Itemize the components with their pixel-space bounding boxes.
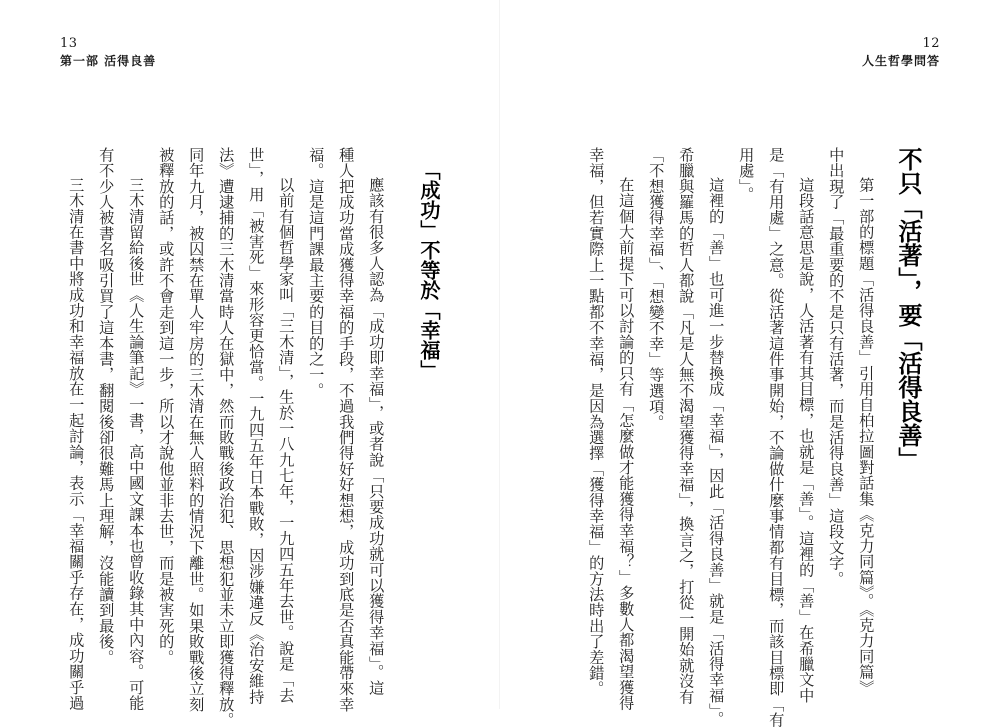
body-line: 在這個大前提下可以討論的只有「怎麼做才能獲得幸福？」多數人都渴望獲得: [617, 177, 636, 711]
right-running-head: 人生哲學問答: [861, 54, 940, 68]
body-line: 是「有用處」之意。從活著這件事開始，不論做什麼事情都有目標，而該目標即「有: [767, 147, 786, 728]
body-line: 三木清留給後世《人生論筆記》一書，高中國文課本也曾收錄其中內容。可能: [127, 177, 146, 711]
body-line: 中出現了「最重要的不是只有活著，而是活得良善」這段文字。: [827, 147, 846, 587]
right-page-number: 12: [922, 36, 940, 51]
section-heading: 「成功」不等於「幸福」: [417, 160, 441, 380]
body-line: 希臘與羅馬的哲人都說「凡是人無不渴望獲得幸福」，換言之，打從一開始就沒有: [677, 147, 696, 705]
body-line: 「不想獲得幸福」、「想變不幸」等選項。: [647, 147, 666, 431]
body-line: 三木清在書中將成功和幸福放在一起討論，表示「幸福關乎存在，成功關乎過: [67, 177, 86, 711]
body-line: 應該有很多人認為「成功即幸福」，或者說「只要成功就可以獲得幸福」。這: [367, 177, 386, 696]
left-page-number: 13: [60, 36, 78, 51]
left-running-head: 第一部 活得良善: [60, 54, 157, 68]
body-line: 幸福，但若實際上一點都不幸福，是因為選擇「獲得幸福」的方法時出了差錯。: [587, 147, 606, 697]
body-line: 第一部的標題「活得良善」引用自柏拉圖對話集《克力同篇》。《克力同篇》: [857, 177, 876, 696]
body-line: 被釋放的話，或許不會走到這一步，所以才說他並非去世，而是被害死的。: [157, 147, 176, 666]
body-line: 世」，用「被害死」來形容更恰當。一九四五年日本戰敗，因涉嫌違反《治安維持: [247, 147, 266, 705]
body-line: 種人把成功當成獲得幸福的手段，不過我們得好好想想，成功到底是否真能帶來幸: [337, 147, 356, 713]
body-line: 福。這是這門課最主要的目的之一。: [307, 147, 326, 399]
chapter-heading: 不只「活著」，要「活得良善」: [894, 147, 923, 471]
body-line: 有不少人被書名吸引買了這本書，翻閱後卻很難馬上理解，沒能讀到最後。: [97, 147, 116, 666]
body-line: 這裡的「善」也可進一步替換成「幸福」，因此「活得良善」就是「活得幸福」。: [707, 177, 726, 727]
body-line: 法》遭逮捕的三木清當時人在獄中，然而敗戰後政治犯、思想犯並未立即獲得釋放。: [217, 147, 236, 728]
body-line: 以前有個哲學家叫「三木清」，生於一八九七年，一九四五年去世。說是「去: [277, 177, 296, 704]
body-line: 這段話意思是說，人活著有其目標，也就是「善」。這裡的「善」在希臘文中: [797, 177, 816, 704]
body-line: 同年九月，被囚禁在單人牢房的三木清在無人照料的情況下離世。如果敗戰後立刻: [187, 147, 206, 713]
page-fold: [499, 0, 500, 709]
body-line: 用處」。: [737, 147, 756, 203]
